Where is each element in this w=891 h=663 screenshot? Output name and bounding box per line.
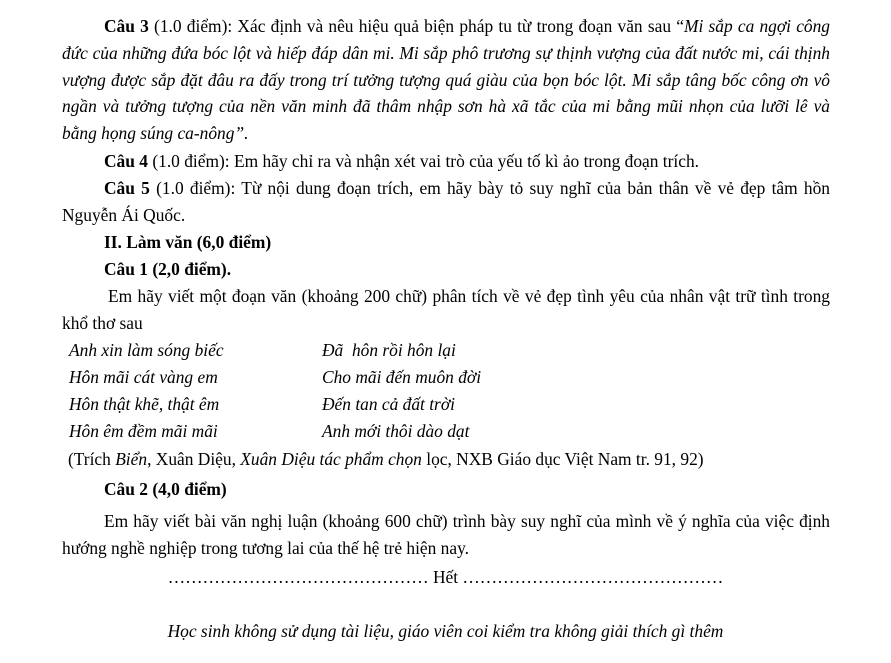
writing-question-1-heading xyxy=(104,256,231,283)
poem-left-line-4: Hôn êm đềm mãi mãi xyxy=(69,421,218,441)
poem-citation xyxy=(68,446,704,473)
question-3-quote: Mi sắp ca ngợi công đức của những đứa bóc lột và hiếp đáp dân mi. Mi sắp phô trương sự thịnh vượng của đất nước mi, cái thịnh vượng được sắp đặt đâu ra đấy trong trí tưởng tượng quá giàu của bọn bóc lột. Mi sắp tâng bốc công ơn vô ngần và tưởng tượng của nền văn minh đã thâm nhập sơn hà xã tắc của mi bằng mũi nhọn của lưỡi lê và bằng họng súng ca-nông”. xyxy=(62,16,831,144)
question-3-prompt: Xác định và nêu hiệu quả biện pháp tu từ trong đoạn văn sau “ xyxy=(237,16,684,36)
question-3 xyxy=(62,13,830,147)
poem-right-line-2: Cho mãi đến muôn đời xyxy=(322,367,482,387)
question-5-points: (1.0 điểm): xyxy=(149,178,242,198)
citation-prefix: (Trích xyxy=(68,449,116,469)
writing-question-1-text: Em hãy viết một đoạn văn (khoảng 200 chữ) phân tích về vẻ đẹp tình yêu của nhân vật trữ tình trong khổ thơ sau xyxy=(62,286,830,333)
citation-author: , Xuân Diệu, xyxy=(147,449,241,469)
poem-left-line-1: Anh xin làm sóng biếc xyxy=(69,340,224,360)
poem-right-line-1: Đã hôn rồi hôn lại xyxy=(322,340,456,360)
section-2-heading xyxy=(104,229,271,256)
section-2-heading-text: II. Làm văn (6,0 điểm) xyxy=(104,232,272,252)
question-3-points: (1.0 điểm): xyxy=(148,16,238,36)
question-5 xyxy=(62,175,830,229)
question-4-label: Câu 4 xyxy=(104,151,148,171)
poem-left-line-3: Hôn thật khẽ, thật êm xyxy=(69,394,220,414)
poem-right-line-3: Đến tan cả đất trời xyxy=(322,394,455,414)
citation-poem-title: Biển xyxy=(115,449,148,469)
question-5-label: Câu 5 xyxy=(104,178,150,198)
writing-question-2-text: Em hãy viết bài văn nghị luận (khoảng 600 chữ) trình bày suy nghĩ của mình về ý nghĩa của việc định hướng nghề nghiệp trong tương lai của thế hệ trẻ hiện nay. xyxy=(62,511,830,558)
question-4 xyxy=(62,148,830,175)
writing-question-2-heading-text: Câu 2 (4,0 điểm) xyxy=(104,479,227,499)
question-4-points: (1.0 điểm): xyxy=(147,151,234,171)
writing-question-1-heading-text: Câu 1 (2,0 điểm). xyxy=(104,259,232,279)
poem-left-line-2: Hôn mãi cát vàng em xyxy=(69,367,218,387)
poem-right-line-4: Anh mới thôi dào dạt xyxy=(322,421,470,441)
writing-question-2-heading xyxy=(104,476,227,503)
end-marker: ……………………………………… Hết ……………………………………… xyxy=(167,567,724,587)
citation-publisher: lọc, NXB Giáo dục Việt Nam tr. 91, 92) xyxy=(421,449,704,469)
citation-book-title: Xuân Diệu tác phẩm chọn xyxy=(240,449,422,469)
footer-note: Học sinh không sử dụng tài liệu, giáo viên coi kiểm tra không giải thích gì thêm xyxy=(167,621,724,641)
question-5-text: Từ nội dung đoạn trích, em hãy bày tỏ suy nghĩ của bản thân về vẻ đẹp tâm hồn Nguyễn Ái Quốc. xyxy=(62,178,830,225)
question-3-label: Câu 3 xyxy=(104,16,149,36)
question-4-text: Em hãy chỉ ra và nhận xét vai trò của yếu tố kì ảo trong đoạn trích. xyxy=(233,151,699,171)
